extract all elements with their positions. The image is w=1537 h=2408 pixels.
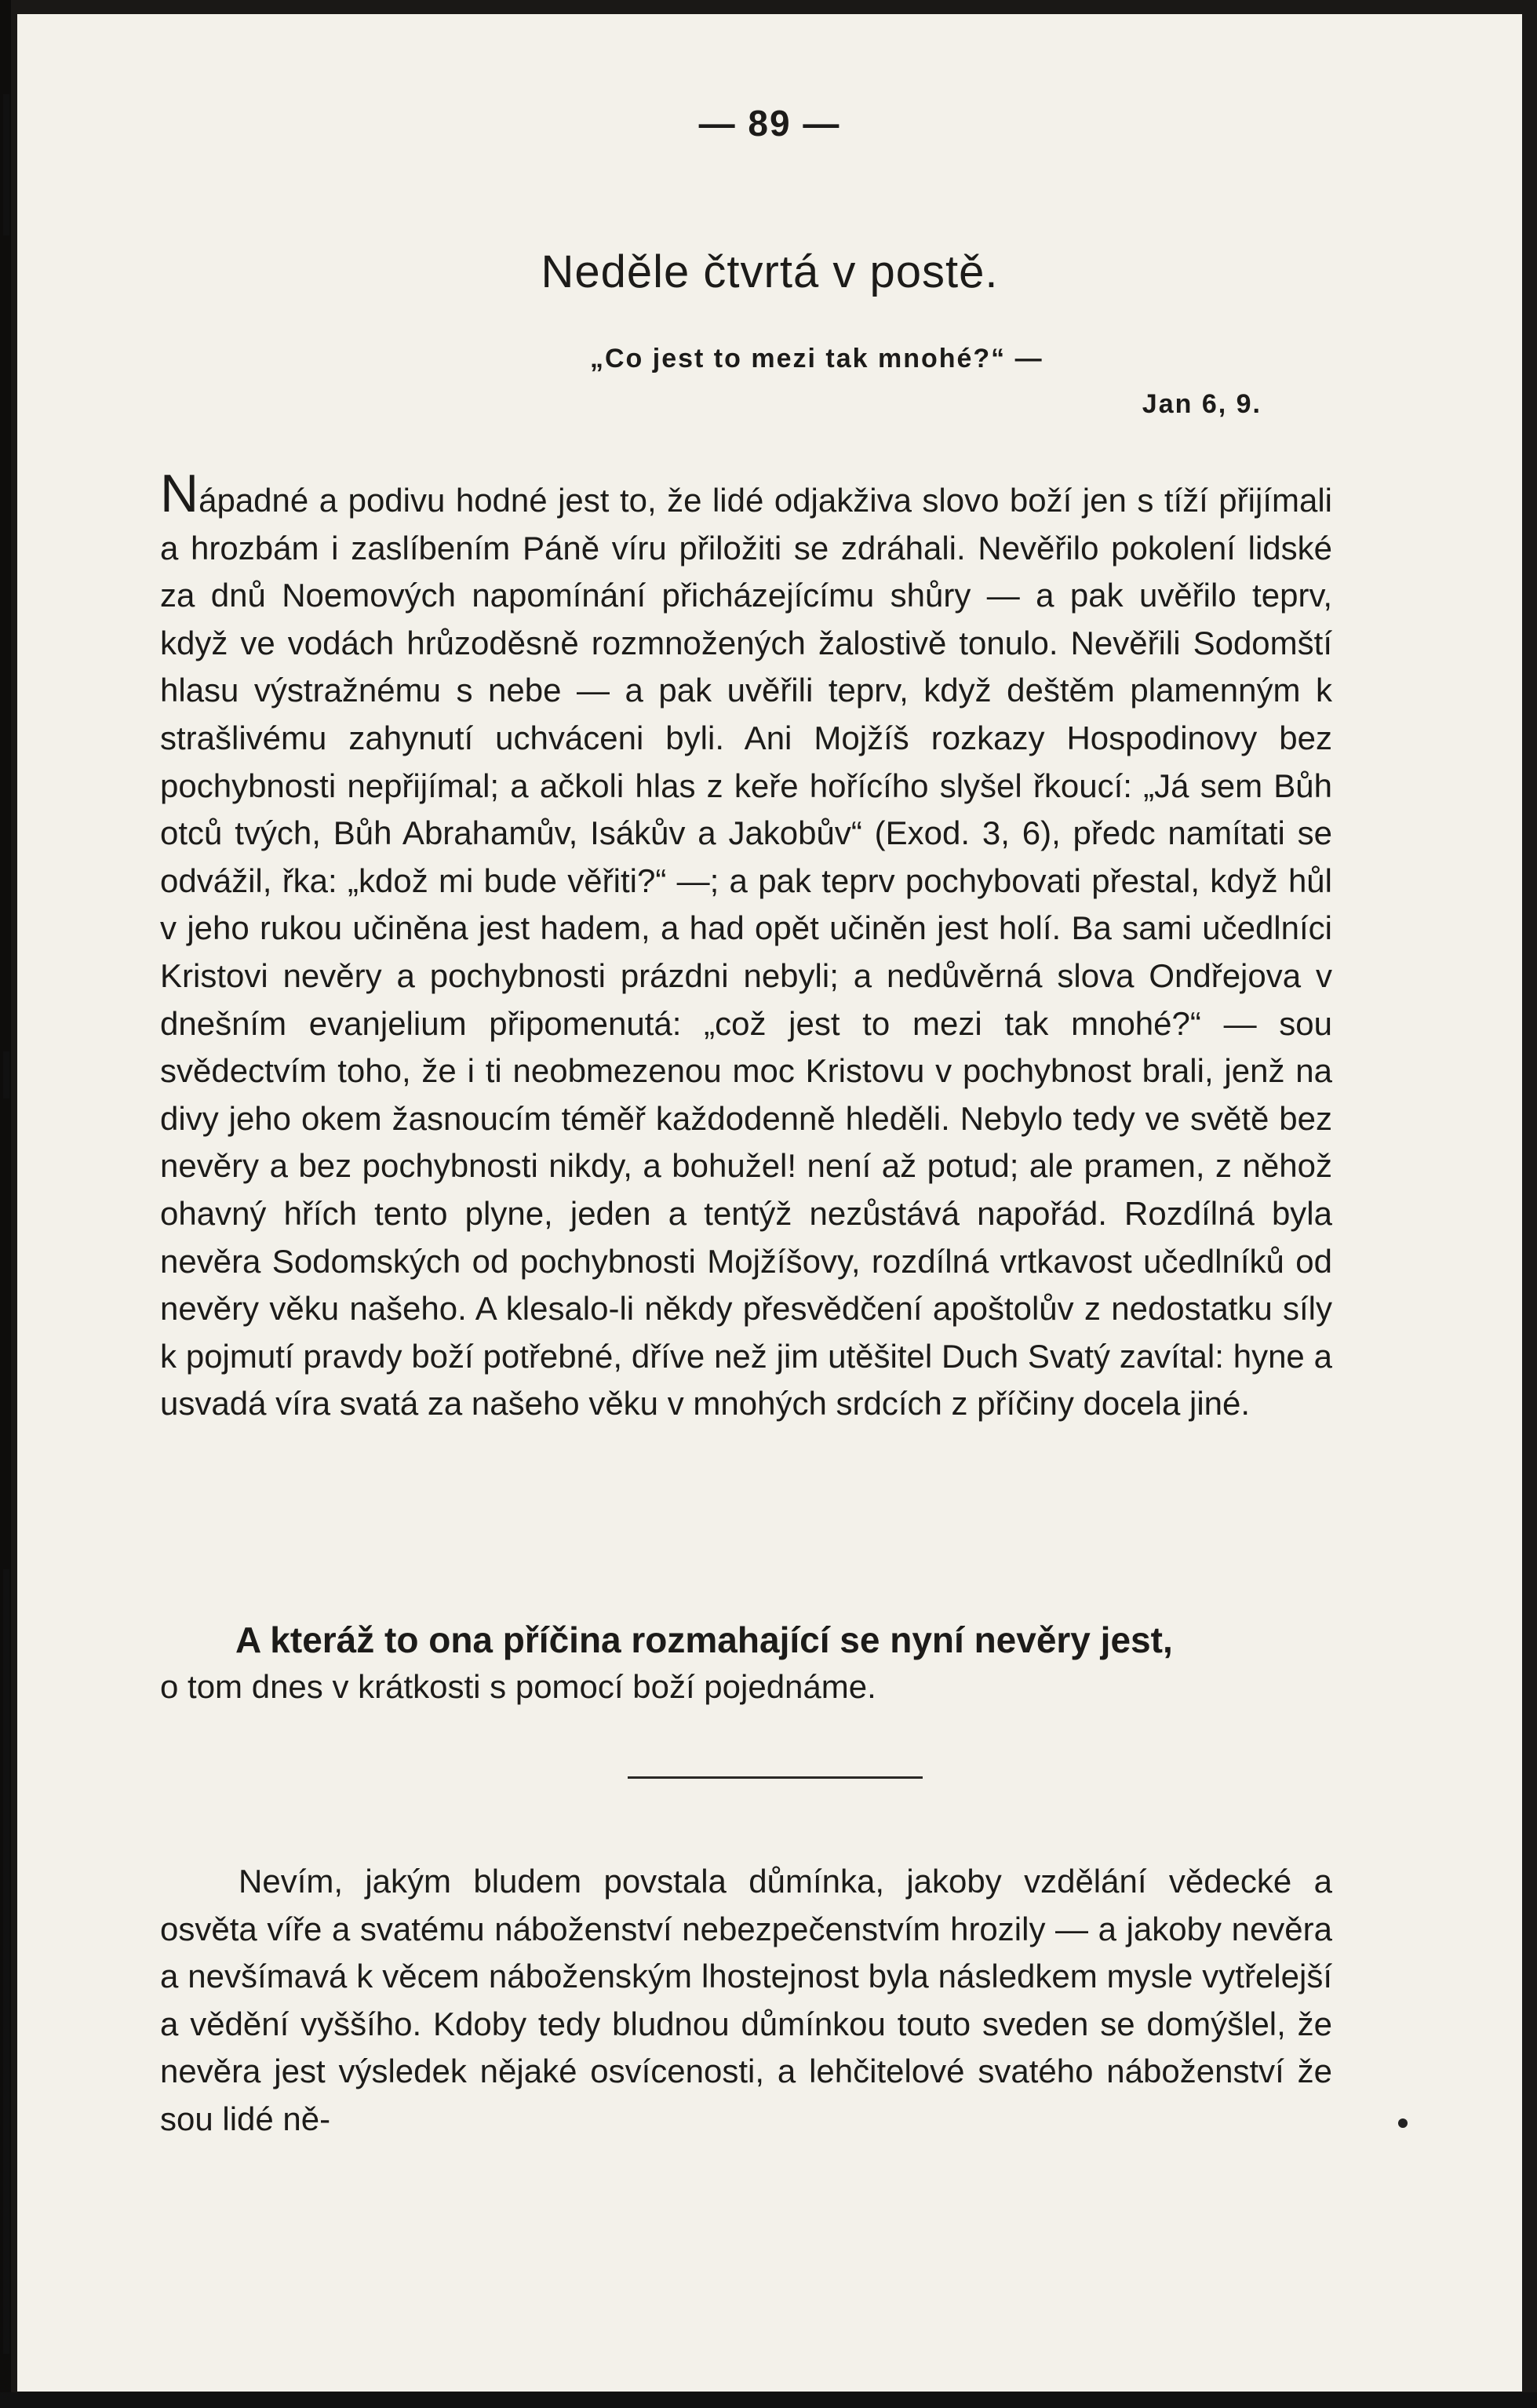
chapter-title: Neděle čtvrtá v postě. xyxy=(541,246,999,297)
thesis-rest-line: o tom dnes v krátkosti s pomocí boží pojednáme. xyxy=(160,1668,876,1705)
page-number: — 89 — xyxy=(698,103,841,144)
margin-dot xyxy=(1398,2118,1408,2128)
body-paragraph: Nevím, jakým bludem povstala důmínka, jakoby vzdělání vědecké a osvěta víře a svatému náboženství nebezpečenstvím hrozily — a jakoby nevěra a nevšímavá k věcem náboženským lhostejnost byla následkem mysle vytřelejší a vědění vyššího. Kdoby tedy bludnou důmínkou touto sveden se domýšlel, že nevěra jest výsledek nějaké osvícenosti, a lehčitelové svatého náboženství že sou lidé ně- xyxy=(160,1863,1332,2137)
thesis-statement xyxy=(160,1616,1332,1710)
intro-paragraph-text: ápadné a podivu hodné jest to, že lidé odjakživa slovo boží jen s tíží přijímali a hrozbám i zaslíbením Páně víru přiložiti se zdráhali. Nevěřilo pokolení lidské za dnů Noemových napomínání přicházejícímu shůry — a pak uvěřilo teprv, když ve vodách hrůzoděsně rozmnožených žalostivě tonulo. Nevěřili Sodomští hlasu výstražnému s nebe — a pak uvěřili teprv, když deštěm plamenným k strašlivému zahynutí uchváceni byli. Ani Mojžíš rozkazy Hospodinovy bez pochybnosti nepřijímal; a ačkoli hlas z keře hořícího slyšel řkoucí: „Já sem Bůh otců tvých, Bůh Abrahamův, Isákův a Jakobův“ (Exod. 3, 6), předc namítati se odvážil, řka: „kdož mi bude věřiti?“ —; a pak teprv pochybovati přestal, když hůl v jeho rukou učiněna jest hadem, a had opět učiněn jest holí. Ba sami učedlníci Kristovi nevěry a pochybnosti prázdni nebyli; a nedůvěrná slova Ondřejova v dnešním evanjelium připomenutá: „což jest to mezi tak mnohé?“ — sou svědectvím toho, že i ti neobmezenou moc Kristovu v pochybnost brali, jenž na divy jeho okem žasnoucím téměř každodenně hleděli. Nebylo tedy ve světě bez nevěry a bez pochybnosti nikdy, a bohužel! není až potud; ale pramen, z něhož ohavný hřích tento plyne, jeden a tentýž nezůstává napořád. Rozdílná byla nevěra Sodomských od pochybnosti Mojžíšovy, rozdílná vrtkavost učedlníků od nevěry věku našeho. A klesalo-li někdy přesvědčení apoštolův z nedostatku síly k pojmutí pravdy boží potřebné, dříve než jim utěšitel Duch Svatý zavítal: hyne a usvadá víra svatá za našeho věku v mnohých srdcích z příčiny docela jiné. xyxy=(160,482,1332,1423)
book-page xyxy=(17,14,1522,2392)
epigraph-reference: Jan 6, 9. xyxy=(1142,389,1262,419)
scan-bottom-edge xyxy=(0,2392,1537,2408)
intro-paragraph xyxy=(160,464,1332,1428)
thesis-bold-line: A kteráž to ona příčina rozmahající se nyní nevěry jest, xyxy=(235,1619,1173,1660)
drop-cap: N xyxy=(160,464,199,523)
scan-margin-mark xyxy=(3,1569,9,2354)
section-divider xyxy=(628,1776,923,1779)
scan-margin-mark xyxy=(3,1051,9,1098)
scan-margin-mark xyxy=(3,94,9,235)
epigraph-quote: „Co jest to mezi tak mnohé?“ — xyxy=(590,344,1043,373)
